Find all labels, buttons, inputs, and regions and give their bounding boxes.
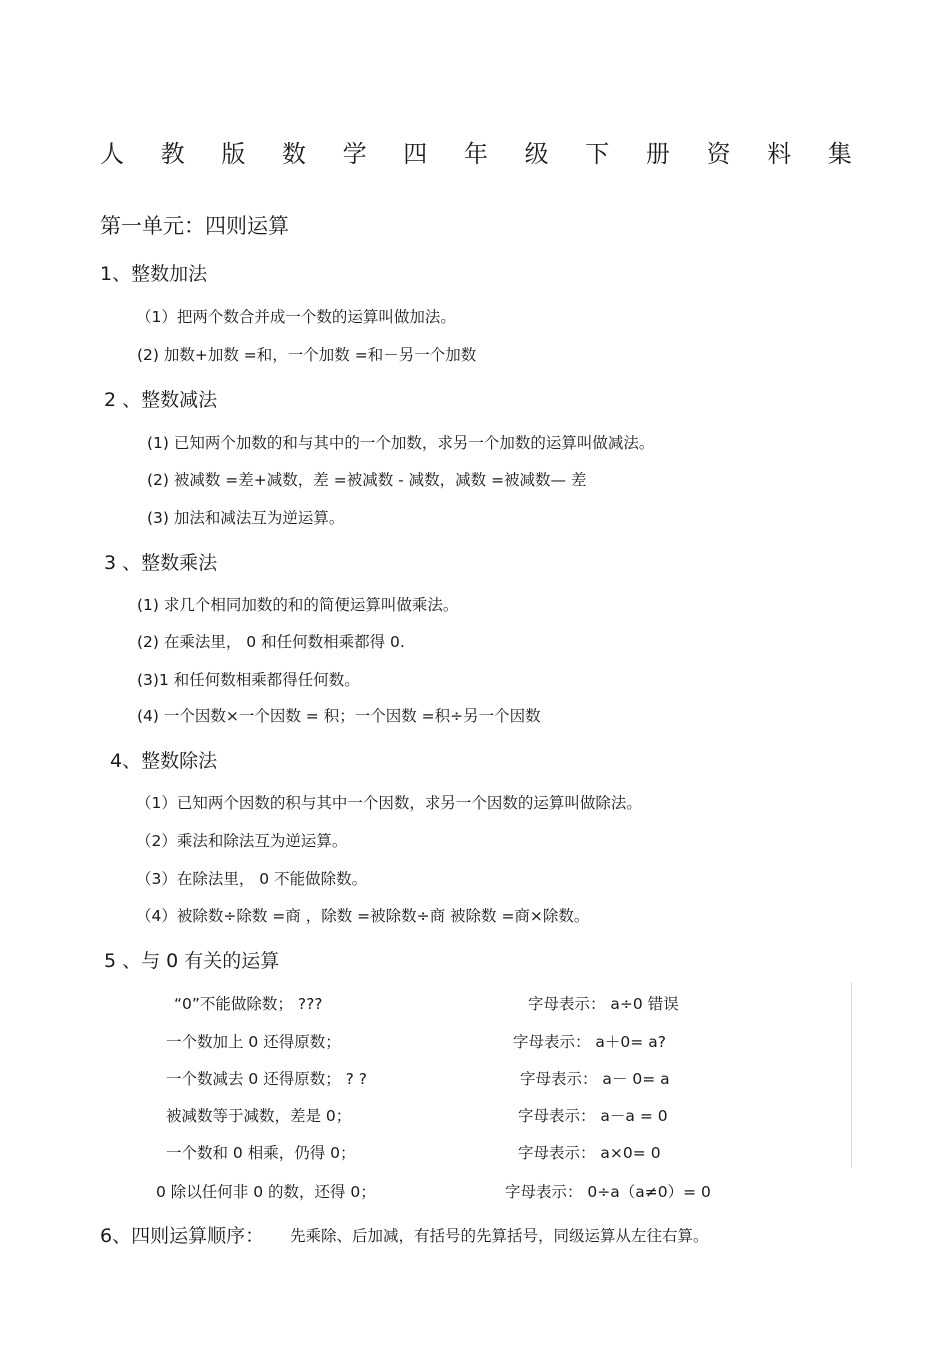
section-item: （1）已知两个因数的积与其中一个因数，求另一个因数的运算叫做除法。 [136,794,642,812]
title-char: 年 [463,140,488,168]
section-heading: 5 、与 0 有关的运算 [104,950,280,972]
zero-rule-formula: 字母表示： a－ 0= a [520,1070,670,1088]
zero-rule-formula: 字母表示： a－a = 0 [518,1107,668,1125]
title-char: 下 [585,140,610,168]
zero-rule-text: “0”不能做除数； ??? [174,995,323,1013]
zero-rule-text: 一个数加上 0 还得原数； [166,1033,341,1051]
section-item: (3)1 和任何数相乘都得任何数。 [137,671,360,689]
title-char: 学 [342,140,367,168]
margin-rule-line [851,982,852,1168]
section-item: (1) 已知两个加数的和与其中的一个加数，求另一个加数的运算叫做减法。 [147,434,655,452]
zero-rule-text: 一个数和 0 相乘，仍得 0； [166,1144,356,1162]
title-char: 数 [281,140,306,168]
section-heading: 6、四则运算顺序： [100,1225,265,1247]
section-heading: 3 、整数乘法 [104,552,218,574]
title-char: 集 [827,140,852,168]
title-char: 人 [100,140,124,168]
section-item: (2) 在乘法里， 0 和任何数相乘都得 0. [137,633,405,651]
title-char: 料 [767,140,792,168]
zero-rule-formula: 字母表示： a＋0= a? [513,1033,666,1051]
section-heading: 2 、整数减法 [104,389,218,411]
section-item: （3）在除法里， 0 不能做除数。 [136,870,368,888]
zero-rule-text: 0 除以任何非 0 的数，还得 0； [156,1183,376,1201]
section-item: (2) 被减数 =差+减数，差 =被减数 - 减数，减数 =被减数— 差 [147,471,587,489]
title-char: 级 [524,140,549,168]
section-heading: 4、整数除法 [110,750,218,772]
section-item: （1）把两个数合并成一个数的运算叫做加法。 [136,308,456,326]
unit-title: 第一单元：四则运算 [100,214,289,238]
title-char: 四 [403,140,428,168]
section-item: (1) 求几个相同加数的和的简便运算叫做乘法。 [137,596,459,614]
section-item: （4）被除数÷除数 =商 ，除数 =被除数÷商 被除数 =商×除数。 [136,907,590,925]
section-item: (2) 加数+加数 =和，一个加数 =和－另一个加数 [137,346,477,364]
section-heading: 1、整数加法 [100,263,208,285]
title-char: 资 [706,140,731,168]
zero-rule-formula: 字母表示： a×0= 0 [518,1144,661,1162]
title-char: 册 [645,140,670,168]
page-title [100,134,852,169]
title-char: 教 [160,140,185,168]
title-char: 版 [221,140,246,168]
zero-rule-formula: 字母表示： 0÷a（a≠0）= 0 [505,1183,711,1201]
operation-order-text: 先乘除、后加减，有括号的先算括号，同级运算从左往右算。 [290,1227,709,1245]
zero-rule-formula: 字母表示： a÷0 错误 [528,995,679,1013]
section-item: （2）乘法和除法互为逆运算。 [136,832,348,850]
section-item: (4) 一个因数×一个因数 = 积；一个因数 =积÷另一个因数 [137,707,541,725]
zero-rule-text: 一个数减去 0 还得原数； ? ? [166,1070,368,1088]
zero-rule-text: 被减数等于减数，差是 0； [166,1107,352,1125]
section-item: (3) 加法和减法互为逆运算。 [147,509,345,527]
